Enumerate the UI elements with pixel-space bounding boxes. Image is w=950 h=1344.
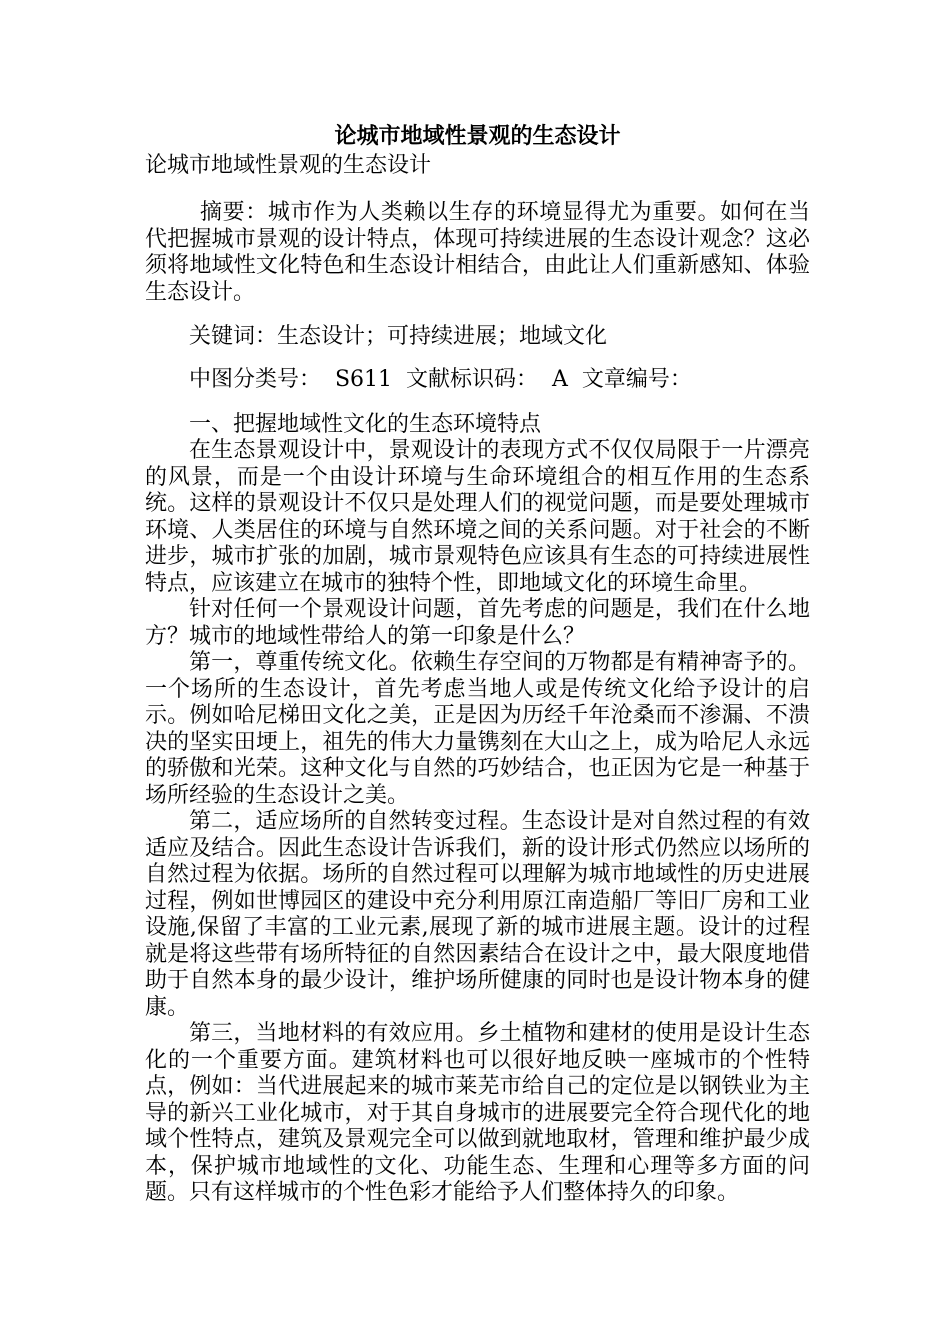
abstract-paragraph: 摘要：城市作为人类赖以生存的环境显得尤为重要。如何在当代把握城市景观的设计特点，体现可持续进展的生态设计观念？这必须将地域性文化特色和生态设计相结合，由此让人们重新感知、体验生态设计。 — [145, 200, 810, 305]
document-subtitle: 论城市地域性景观的生态设计 — [145, 153, 432, 178]
keywords-line: 关键词：生态设计；可持续进展；地域文化 — [189, 324, 608, 349]
body-paragraph: 第二，适应场所的自然转变过程。生态设计是对自然过程的有效适应及结合。因此生态设计告诉我们，新的设计形式仍然应以场所的自然过程为依据。场所的自然过程可以理解为城市地域性的历史进展过程，例如世博园区的建设中充分利用原江南造船厂等旧厂房和工业设施,保留了丰富的工业元素,展现了新的城市进展主题。设计的过程就是将这些带有场所特征的自然因素结合在设计之中，最大限度地借助于自然本身的最少设计，维护场所健康的同时也是设计物本身的健康。 — [145, 809, 810, 1020]
body-paragraph: 在生态景观设计中，景观设计的表现方式不仅仅局限于一片漂亮的风景，而是一个由设计环境与生命环境组合的相互作用的生态系统。这样的景观设计不仅只是处理人们的视觉问题，而是要处理城市环境、人类居住的环境与自然环境之间的关系问题。对于社会的不断进步，城市扩张的加剧，城市景观特色应该具有生态的可持续进展性特点，应该建立在城市的独特个性，即地域文化的环境生命里。 — [145, 438, 810, 596]
body-paragraph: 针对任何一个景观设计问题，首先考虑的问题是，我们在什么地方？城市的地域性带给人的第一印象是什么？ — [145, 597, 810, 649]
document-page — [145, 120, 810, 1207]
body-paragraph: 第一，尊重传统文化。依赖生存空间的万物都是有精神寄予的。一个场所的生态设计，首先考虑当地人或是传统文化给予设计的启示。例如哈尼梯田文化之美，正是因为历经千年沧桑而不渗漏、不溃决的坚实田埂上，祖先的伟大力量镌刻在大山之上，成为哈尼人永远的骄傲和光荣。这种文化与自然的巧妙结合，也正因为它是一种基于场所经验的生态设计之美。 — [145, 650, 810, 808]
classification-line: 中图分类号： S611 文献标识码： A 文章编号： — [189, 366, 692, 392]
section-heading: 一、把握地域性文化的生态环境特点 — [189, 412, 542, 437]
document-title: 论城市地域性景观的生态设计 — [334, 123, 621, 149]
body-paragraph: 第三，当地材料的有效应用。乡土植物和建材的使用是设计生态化的一个重要方面。建筑材料也可以很好地反映一座城市的个性特点，例如：当代进展起来的城市莱芜市给自己的定位是以钢铁业为主导的新兴工业化城市，对于其自身城市的进展要完全符合现代化的地域个性特点，建筑及景观完全可以做到就地取材，管理和维护最少成本，保护城市地域性的文化、功能生态、生理和心理等多方面的问题。只有这样城市的个性色彩才能给予人们整体持久的印象。 — [145, 1021, 810, 1205]
